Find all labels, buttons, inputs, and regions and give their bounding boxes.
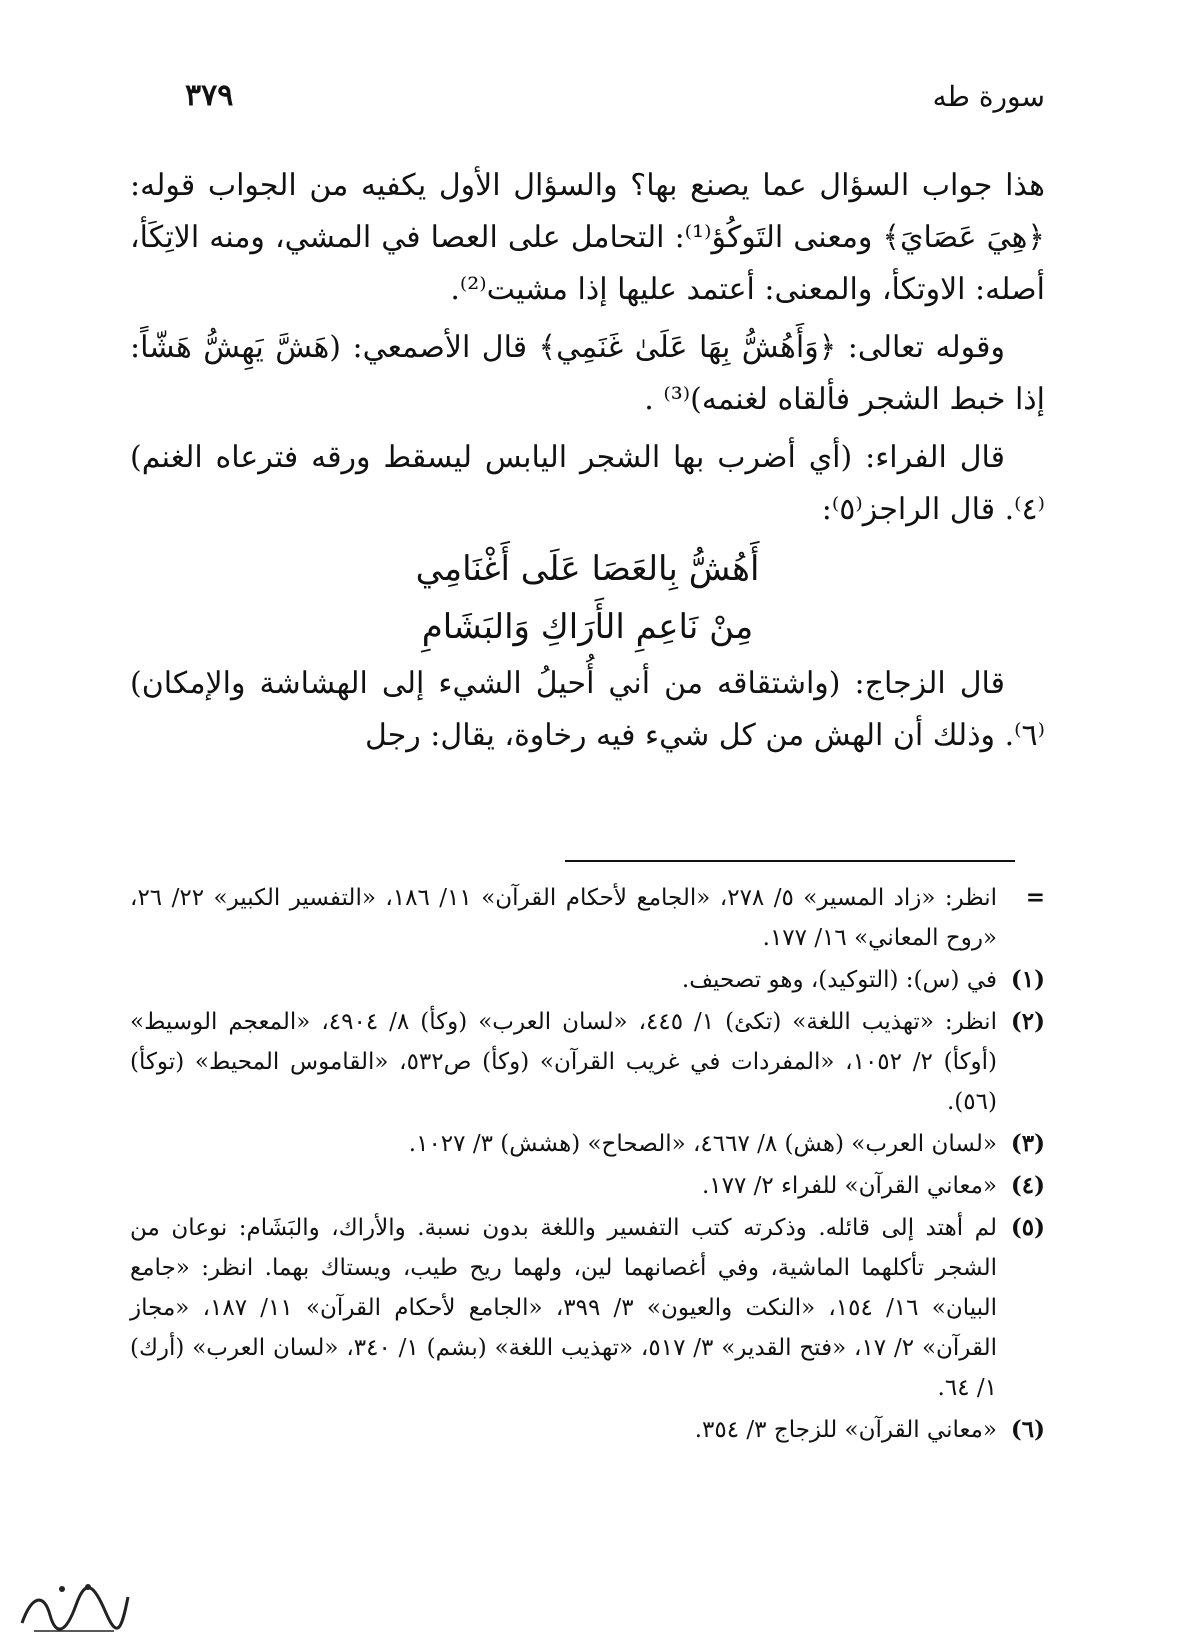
footnote-text: «لسان العرب» (هش) ٨/ ٤٦٦٧، «الصحاح» (هشش) ٣/ ١٠٢٧. (408, 1131, 997, 1157)
footnote-number: (٥) (1010, 1214, 1045, 1241)
calligraphy-logo-icon (14, 1575, 134, 1640)
footnote-text: «معاني القرآن» للفراء ٢/ ١٧٧. (701, 1173, 997, 1199)
footnote-separator (565, 860, 1015, 862)
footnote-6 (130, 1410, 1045, 1450)
footnote-1 (130, 960, 1045, 1000)
page-number: ٣٧٩ (185, 78, 234, 113)
page-header (185, 78, 1045, 128)
paragraph-2: وقوله تعالى: ﴿وَأَهُشُّ بِهَا عَلَىٰ غَنَمِي﴾ قال الأصمعي: (هَشَّ يَهِشُّ هَشّاً: إذا خبط الشجر فألقاه لغنمه)⁽³⁾ . (130, 330, 1045, 417)
footnote-text: انظر: «زاد المسير» ٥/ ٢٧٨، «الجامع لأحكام القرآن» ١١/ ١٨٦، «التفسير الكبير» ٢٢/ ٢٦، «روح المعاني» ١٦/ ١٧٧. (130, 885, 998, 951)
paragraph-4: قال الزجاج: (واشتقاقه من أني أُحيلُ الشيء إلى الهشاشة والإمكان)⁽٦⁾. وذلك أن الهش من كل شيء فيه رخاوة، يقال: رجل (130, 666, 1045, 753)
verse-line-2: مِنْ نَاعِمِ الأَرَاكِ وَالبَشَامِ (421, 607, 754, 647)
paragraph-3: قال الفراء: (أي أضرب بها الشجر اليابس ليسقط ورقه فترعاه الغنم)⁽٤⁾. قال الراجز⁽٥⁾: (130, 440, 1045, 527)
footnote-text: لم أهتد إلى قائله. وذكرته كتب التفسير واللغة بدون نسبة. والأراك، والبَشَام: نوعان من الشجر تأكلهما الماشية، وفي أغصانهما لين، ولهما ريح طيب، ويستاك بهما. انظر: «جامع البيان» ١٦/ ١٥٤، «النكت والعيون» ٣/ ٣٩٩، «الجامع لأحكام القرآن» ١١/ ١٨٧، «مجاز القرآن» ٢/ ١٧، «فتح القدير» ٣/ ٥١٧، «تهذيب اللغة» (بشم) ١/ ٣٤٠، «لسان العرب» (أرك) ١/ ٦٤. (130, 1215, 998, 1401)
footnote-text: انظر: «تهذيب اللغة» (تكئ) ١/ ٤٤٥، «لسان العرب» (وكأ) ٨/ ٤٩٠٤، «المعجم الوسيط» (أوكأ) ٢/ ١٠٥٢، «المفردات في غريب القرآن» (وكأ) ص٥٣٢، «القاموس المحيط» (توكأ) (٥٦). (130, 1009, 997, 1115)
footnotes (130, 878, 1045, 1452)
footnote-number: (١) (1010, 966, 1045, 993)
footnote-3 (130, 1124, 1045, 1164)
sura-title: سورة طه (932, 80, 1045, 113)
verse-line-1: أَهُشُّ بِالعَصَا عَلَى أَغْنَامِي (415, 549, 760, 589)
main-text (130, 160, 1045, 768)
footnote-number: (٦) (1010, 1416, 1045, 1443)
footnote-number: (٣) (1010, 1130, 1045, 1157)
footnote-5 (130, 1208, 1045, 1408)
footnote-text: في (س): (التوكيد)، وهو تصحيف. (681, 967, 997, 993)
footnote-number: = (1025, 884, 1045, 911)
paragraph-1: هذا جواب السؤال عما يصنع بها؟ والسؤال الأول يكفيه من الجواب قوله: ﴿هِيَ عَصَايَ﴾ ومعنى التَوكُؤ⁽¹⁾: التحامل على العصا في المشي، ومنه الاتِكَأ، أصله: الاوتكأ، والمعنى: أعتمد عليها إذا مشيت⁽²⁾. (130, 168, 1045, 307)
footnote-continued (130, 878, 1045, 958)
footnote-4 (130, 1166, 1045, 1206)
footnote-number: (٤) (1010, 1172, 1045, 1199)
footnote-2 (130, 1002, 1045, 1122)
footnote-text: «معاني القرآن» للزجاج ٣/ ٣٥٤. (694, 1417, 997, 1443)
footnote-number: (٢) (1010, 1008, 1045, 1035)
publisher-logo (14, 1575, 134, 1640)
